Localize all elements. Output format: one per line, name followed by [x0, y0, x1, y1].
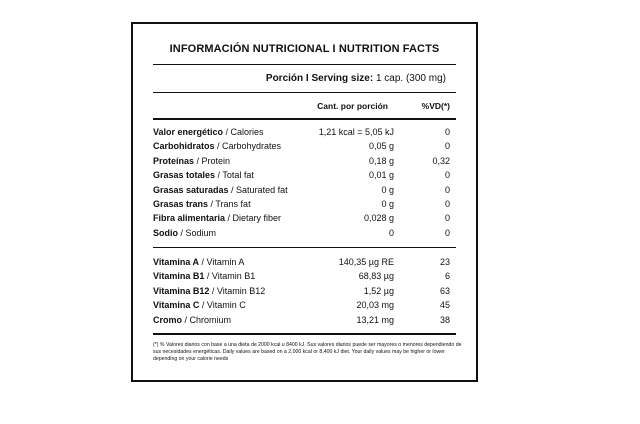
label-es: Sodio — [153, 227, 178, 238]
dv-value: 38 — [439, 314, 450, 325]
header-divider — [153, 118, 456, 120]
label-en: / Dietary fiber — [225, 213, 282, 224]
label-es: Grasas trans — [153, 199, 209, 209]
vitamin-row — [153, 286, 456, 300]
dv-value: 6 — [444, 271, 450, 282]
row-label — [153, 127, 264, 137]
label-es: Proteínas — [153, 155, 195, 166]
label-es: Cromo — [153, 314, 182, 325]
serving-size-value: 1 cap. (300 mg) — [375, 73, 446, 84]
serving-divider — [153, 92, 456, 93]
label-en: / Chromium — [182, 314, 232, 325]
amount-value: 13,21 mg — [356, 314, 394, 325]
row-label — [153, 257, 244, 267]
nutrient-row — [153, 199, 456, 213]
nutrient-row — [153, 213, 456, 227]
amount-value: 0,18 g — [368, 155, 394, 166]
serving-size — [266, 73, 446, 84]
footnote: (*) % Valores diarios con base a una dieta de 2000 kcal u 8400 kJ. Sus valores diarios puede ser mayores o menores dependiendo de sus necesidades energéticas. Daily values are based on a 2,000 kcal or 8,400 kJ diet. Your daily values may be higher or lower depending on your calorie needs — [153, 342, 462, 362]
row-label — [153, 199, 251, 209]
dv-value: 0,32 — [432, 155, 450, 166]
label-en: / Total fat — [215, 170, 254, 181]
vitamin-row — [153, 300, 456, 314]
label-en: / Saturated fat — [228, 184, 288, 195]
amount-value: 0 g — [381, 199, 394, 209]
nutrition-facts-panel — [131, 22, 478, 382]
row-label — [153, 185, 288, 195]
dv-value: 0 — [444, 170, 450, 181]
row-label — [153, 315, 231, 325]
dv-value: 0 — [444, 227, 450, 238]
panel-title: INFORMACIÓN NUTRICIONAL I NUTRITION FACTS — [169, 43, 440, 55]
nutrient-row — [153, 185, 456, 199]
vitamin-row — [153, 257, 456, 271]
dv-value: 23 — [439, 257, 450, 267]
label-es: Vitamina A — [153, 257, 200, 267]
nutrient-row — [153, 127, 456, 141]
label-en: / Sodium — [178, 227, 217, 238]
title-divider — [153, 64, 456, 65]
row-label — [153, 170, 254, 180]
dv-value: 0 — [444, 141, 450, 152]
label-en: / Vitamin B1 — [204, 271, 256, 282]
label-es: Grasas totales — [153, 170, 216, 181]
dv-value: 0 — [444, 199, 450, 209]
amount-value: 0,028 g — [363, 213, 394, 224]
serving-size-label: Porción I Serving size: — [265, 73, 374, 84]
amount-value: 1,52 µg — [363, 285, 394, 296]
amount-value: 20,03 mg — [356, 300, 394, 311]
amount-value: 0 g — [381, 184, 394, 195]
nutrient-row — [153, 228, 456, 242]
amount-value: 0 — [388, 227, 394, 238]
dv-value: 0 — [444, 213, 450, 224]
dv-value: 45 — [439, 300, 450, 311]
row-label — [153, 300, 246, 310]
label-en: / Carbohydrates — [214, 141, 282, 152]
row-label — [153, 271, 255, 281]
row-label — [153, 156, 230, 166]
label-es: Vitamina C — [153, 300, 200, 311]
dv-header: %VD(*) — [421, 101, 450, 111]
label-es: Grasas saturadas — [153, 184, 229, 195]
label-en: / Calories — [223, 127, 264, 137]
label-en: / Vitamin A — [199, 257, 245, 267]
label-en: / Vitamin B12 — [209, 285, 266, 296]
label-en: / Vitamin C — [199, 300, 246, 311]
label-es: Vitamina B1 — [153, 271, 205, 282]
dv-value: 0 — [444, 184, 450, 195]
label-es: Carbohidratos — [153, 141, 215, 152]
row-label — [153, 213, 281, 223]
dv-value: 63 — [439, 285, 450, 296]
amount-value: 0,05 g — [368, 141, 394, 152]
amount-value: 68,83 µg — [358, 271, 394, 282]
nutrient-row — [153, 170, 456, 184]
section-divider — [153, 247, 456, 248]
label-en: / Trans fat — [208, 199, 251, 209]
amount-value: 140,35 µg RE — [338, 257, 394, 267]
row-label — [153, 228, 216, 238]
label-es: Valor energético — [153, 127, 224, 137]
dv-value: 0 — [444, 127, 450, 137]
amount-header: Cant. por porción — [317, 101, 388, 111]
label-es: Fibra alimentaria — [153, 213, 226, 224]
footnote-divider — [153, 333, 456, 335]
nutrient-row — [153, 141, 456, 155]
row-label — [153, 286, 265, 296]
label-en: / Protein — [194, 155, 231, 166]
amount-value: 1,21 kcal = 5,05 kJ — [318, 127, 394, 137]
nutrient-row — [153, 156, 456, 170]
row-label — [153, 141, 281, 151]
vitamin-row — [153, 315, 456, 329]
vitamin-row — [153, 271, 456, 285]
amount-value: 0,01 g — [368, 170, 394, 181]
label-es: Vitamina B12 — [153, 285, 210, 296]
